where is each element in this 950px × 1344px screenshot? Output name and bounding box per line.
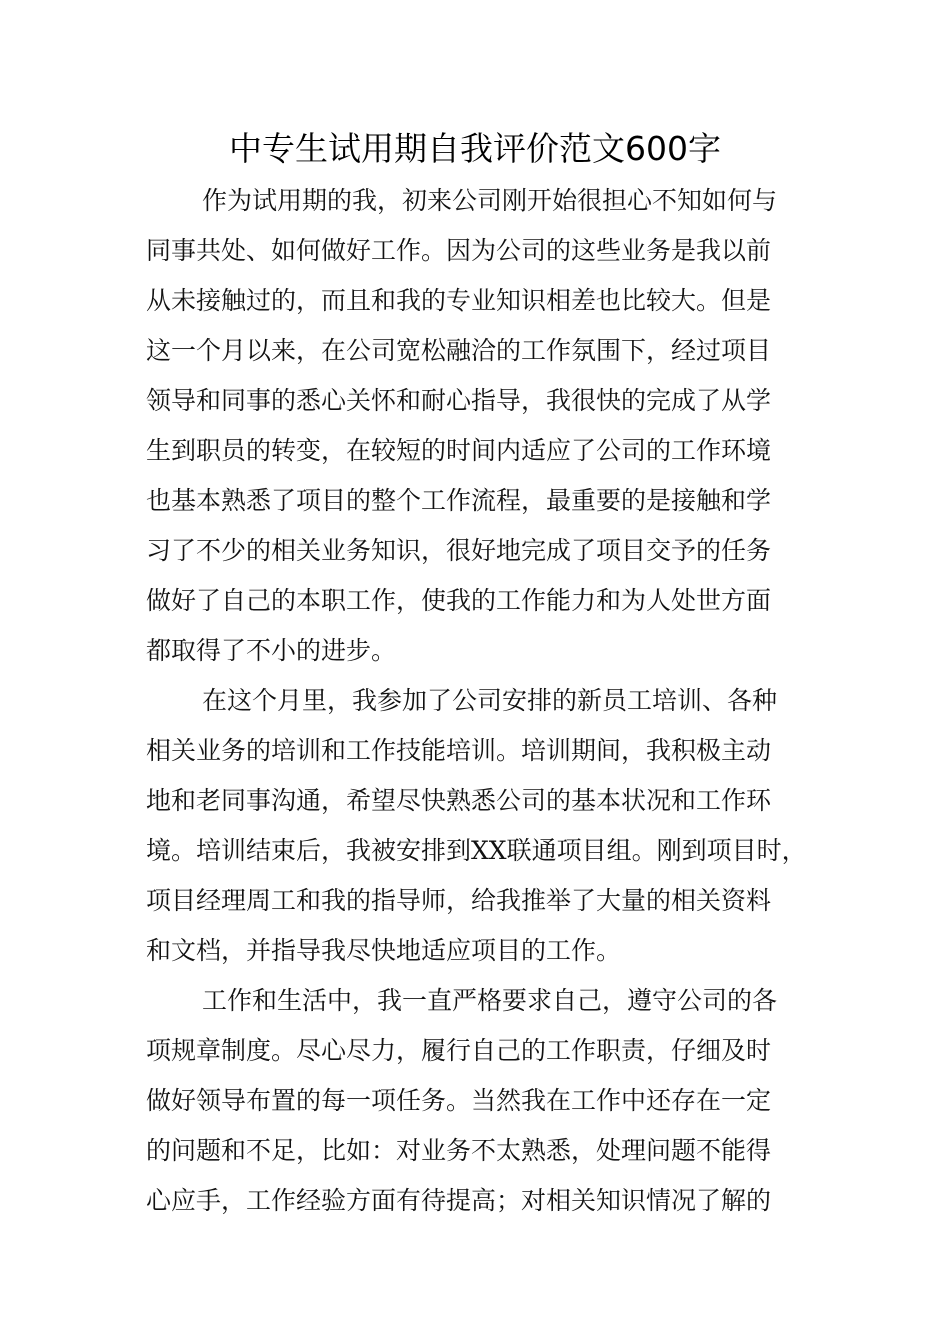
text-line: 做好了自己的本职工作，使我的工作能力和为人处世方面	[146, 586, 772, 615]
paragraph-2	[146, 676, 808, 976]
text-line: 境。培训结束后，我被安排到XX联通项目组。刚到项目时，	[146, 836, 807, 865]
text-line: 这一个月以来，在公司宽松融洽的工作氛围下，经过项目	[146, 336, 772, 365]
text-line: 地和老同事沟通，希望尽快熟悉公司的基本状况和工作环	[146, 786, 772, 815]
text-line: 也基本熟悉了项目的整个工作流程，最重要的是接触和学	[146, 486, 772, 515]
text-line: 同事共处、如何做好工作。因为公司的这些业务是我以前	[146, 236, 772, 265]
text-line: 作为试用期的我，初来公司刚开始很担心不知如何与	[202, 186, 778, 215]
text-line: 做好领导布置的每一项任务。当然我在工作中还存在一定	[146, 1086, 772, 1115]
text-line: 生到职员的转变，在较短的时间内适应了公司的工作环境	[146, 436, 772, 465]
paragraph-3	[146, 976, 808, 1226]
text-line: 和文档，并指导我尽快地适应项目的工作。	[146, 936, 622, 965]
text-line: 从未接触过的，而且和我的专业知识相差也比较大。但是	[146, 286, 772, 315]
paragraph-1	[146, 176, 808, 676]
text-line: 项规章制度。尽心尽力，履行自己的工作职责，仔细及时	[146, 1036, 772, 1065]
text-line: 习了不少的相关业务知识，很好地完成了项目交予的任务	[146, 536, 772, 565]
text-line: 在这个月里，我参加了公司安排的新员工培训、各种	[202, 686, 778, 715]
document-title: 中专生试用期自我评价范文600字	[229, 129, 721, 168]
text-line: 的问题和不足，比如：对业务不太熟悉，处理问题不能得	[146, 1136, 772, 1165]
text-line: 领导和同事的悉心关怀和耐心指导，我很快的完成了从学	[146, 386, 772, 415]
text-line: 都取得了不小的进步。	[146, 636, 397, 665]
text-line: 工作和生活中，我一直严格要求自己，遵守公司的各	[202, 986, 778, 1015]
document-body	[146, 176, 808, 1226]
text-line: 相关业务的培训和工作技能培训。培训期间，我积极主动	[146, 736, 772, 765]
text-line: 项目经理周工和我的指导师，给我推举了大量的相关资料	[146, 886, 772, 915]
text-line: 心应手，工作经验方面有待提高；对相关知识情况了解的	[146, 1186, 772, 1215]
